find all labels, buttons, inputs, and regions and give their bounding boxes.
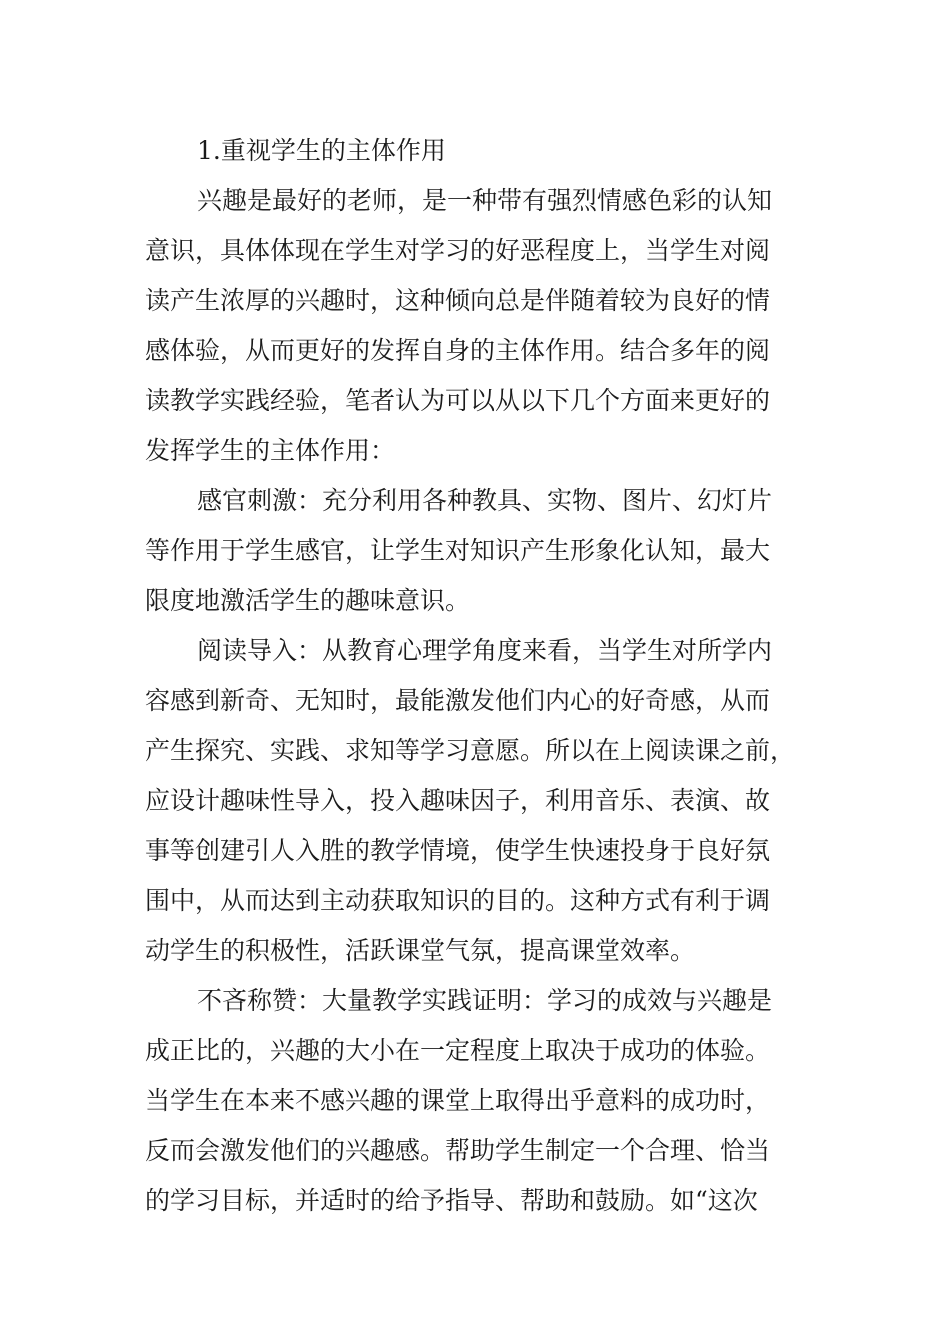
text-line: 兴趣是最好的老师，是一种带有强烈情感色彩的认知 bbox=[197, 186, 773, 215]
text-line: 意识，具体体现在学生对学习的好恶程度上，当学生对阅 bbox=[145, 236, 771, 265]
text-line: 读产生浓厚的兴趣时，这种倾向总是伴随着较为良好的情 bbox=[145, 286, 771, 315]
text-line: 应设计趣味性导入，投入趣味因子，利用音乐、表演、故 bbox=[145, 786, 771, 815]
paragraph-reading-intro bbox=[145, 626, 805, 976]
text-line: 当学生在本来不感兴趣的课堂上取得出乎意料的成功时， bbox=[145, 1086, 771, 1115]
text-line: 阅读导入：从教育心理学角度来看，当学生对所学内 bbox=[197, 636, 773, 665]
text-line: 围中，从而达到主动获取知识的目的。这种方式有利于调 bbox=[145, 886, 771, 915]
text-line: 不吝称赞：大量教学实践证明：学习的成效与兴趣是 bbox=[197, 986, 773, 1015]
text-line: 成正比的，兴趣的大小在一定程度上取决于成功的体验。 bbox=[145, 1036, 771, 1065]
text-line: 的学习目标，并适时的给予指导、帮助和鼓励。如“这次 bbox=[145, 1186, 758, 1215]
text-line: 感体验，从而更好的发挥自身的主体作用。结合多年的阅 bbox=[145, 336, 771, 365]
text-line: 发挥学生的主体作用： bbox=[145, 436, 396, 465]
paragraph-interest bbox=[145, 176, 805, 476]
paragraph-sensory bbox=[145, 476, 805, 626]
section-heading: 1.重视学生的主体作用 bbox=[197, 136, 446, 165]
text-line: 容感到新奇、无知时，最能激发他们内心的好奇感，从而 bbox=[145, 686, 771, 715]
document-body bbox=[145, 126, 805, 1226]
paragraph-praise bbox=[145, 976, 805, 1226]
text-line: 等作用于学生感官，让学生对知识产生形象化认知，最大 bbox=[145, 536, 771, 565]
text-line: 事等创建引人入胜的教学情境，使学生快速投身于良好氛 bbox=[145, 836, 771, 865]
text-line: 产生探究、实践、求知等学习意愿。所以在上阅读课之前， bbox=[145, 736, 796, 765]
text-line: 读教学实践经验，笔者认为可以从以下几个方面来更好的 bbox=[145, 386, 771, 415]
text-line: 动学生的积极性，活跃课堂气氛，提高课堂效率。 bbox=[145, 936, 696, 965]
text-line: 限度地激活学生的趣味意识。 bbox=[145, 586, 471, 615]
text-line: 感官刺激：充分利用各种教具、实物、图片、幻灯片 bbox=[197, 486, 773, 515]
text-line: 反而会激发他们的兴趣感。帮助学生制定一个合理、恰当 bbox=[145, 1136, 771, 1165]
